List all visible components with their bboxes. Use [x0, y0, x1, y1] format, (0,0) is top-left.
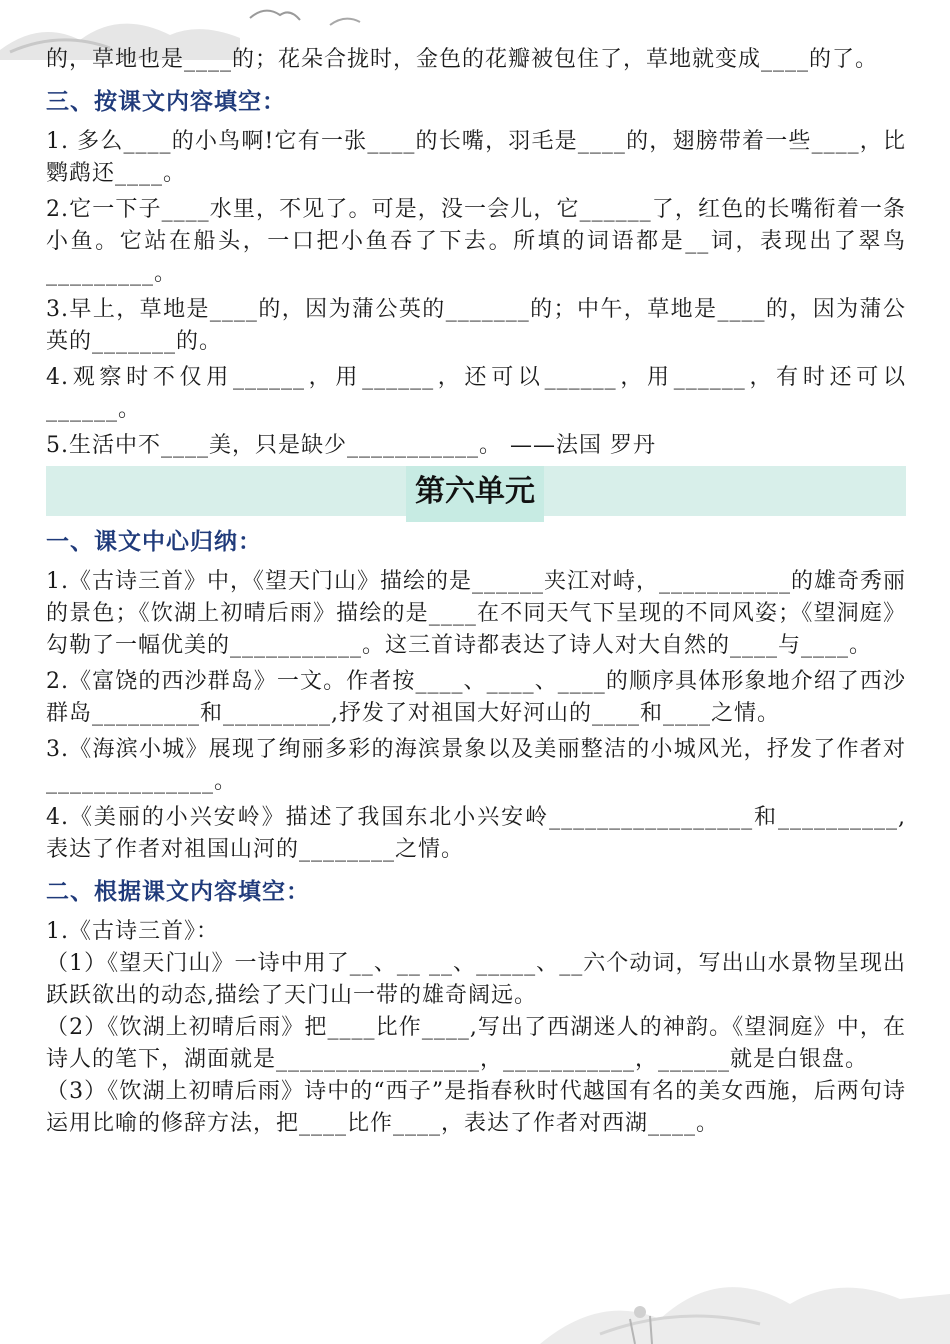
section-3-item: 3.早上，草地是____的，因为蒲公英的_______的；中午，草地是____的，因为蒲公英的_______的。 [46, 297, 906, 354]
section-2-item: 1.《古诗三首》： [46, 919, 219, 944]
unit-banner [46, 466, 906, 516]
section-1-heading: 一、课文中心归纳： [46, 529, 262, 555]
section-3-item: 2.它一下子____水里，不见了。可是，没一会儿，它______了，红色的长嘴衔着一条小鱼。它站在船头，一口把小鱼吞了下去。所填的词语都是__词，表现出了翠鸟_________。 [46, 197, 906, 286]
section-2-item: （1）《望天门山》一诗中用了__、__ __、_____、__六个动词，写出山水景物呈现出跃跃欲出的动态,描绘了天门山一带的雄奇阔远。 [46, 951, 906, 1008]
section-3-item: 4.观察时不仅用______，用______，还可以______，用______，有时还可以______。 [46, 365, 906, 422]
section-2-item: （3）《饮湖上初晴后雨》诗中的“西子”是指春秋时代越国有名的美女西施，后两句诗运用比喻的修辞方法，把____比作____，表达了作者对西湖____。 [46, 1079, 906, 1136]
section-3-heading: 三、按课文内容填空： [46, 89, 286, 115]
section-1-item: 3.《海滨小城》展现了绚丽多彩的海滨景象以及美丽整洁的小城风光，抒发了作者对______________。 [46, 737, 906, 794]
section-3-item: 5.生活中不____美，只是缺少___________。 ——法国 罗丹 [46, 433, 656, 458]
worksheet-content [46, 44, 906, 1140]
unit-title: 第六单元 [406, 466, 544, 522]
ink-mountain-crane-decoration [480, 1224, 950, 1344]
section-1-item: 1.《古诗三首》中，《望天门山》描绘的是______夹江对峙，___________的雄奇秀丽的景色；《饮湖上初晴后雨》描绘的是____在不同天气下呈现的不同风姿；《望洞庭》勾勒了一幅优美的___________。这三首诗都表达了诗人对大自然的____与____。 [46, 569, 906, 658]
section-2-item: （2）《饮湖上初晴后雨》把____比作____,写出了西湖迷人的神韵。《望洞庭》中，在诗人的笔下，湖面就是_________________，___________，______就是白银盘。 [46, 1015, 906, 1072]
section-3-item: 1. 多么____的小鸟啊!它有一张____的长嘴，羽毛是____的，翅膀带着一些____，比鹦鹉还____。 [46, 129, 906, 186]
section-1-item: 4.《美丽的小兴安岭》描述了我国东北小兴安岭_________________和__________,表达了作者对祖国山河的________之情。 [46, 805, 906, 862]
section-1-item: 2.《富饶的西沙群岛》一文。作者按____、____、____的顺序具体形象地介绍了西沙群岛_________和_________,抒发了对祖国大好河山的____和____之情。 [46, 669, 906, 726]
intro-paragraph: 的，草地也是____的；花朵合拢时，金色的花瓣被包住了，草地就变成____的了。 [46, 47, 879, 72]
section-2-heading: 二、根据课文内容填空： [46, 879, 310, 905]
